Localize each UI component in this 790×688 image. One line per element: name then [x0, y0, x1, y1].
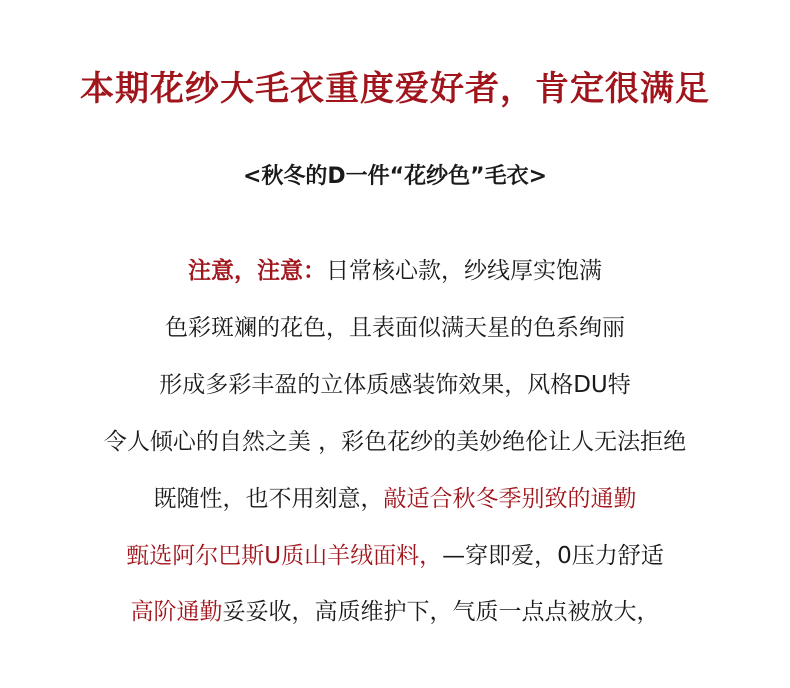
line-6-highlight: 甄选阿尔巴斯U质山羊绒面料， — [126, 543, 443, 569]
description-line-7 — [0, 601, 790, 624]
line-5-text: 既随性，也不用刻意， — [153, 486, 384, 512]
description-line-5 — [0, 488, 790, 511]
line-7-highlight: 高阶通勤 — [130, 599, 223, 625]
line-5-highlight: 敲适合秋冬季别致的通勤 — [383, 486, 637, 512]
line-7-text: 妥妥收，高质维护下，气质一点点被放大， — [222, 599, 660, 625]
description-line-4 — [0, 431, 790, 454]
description-line-3 — [0, 374, 790, 397]
line-4-text: 令人倾心的自然之美 ，彩色花纱的美妙绝伦让人无法拒绝 — [103, 429, 687, 455]
line-3-text: 形成多彩丰盈的立体质感装饰效果，风格DU特 — [159, 372, 631, 398]
line-6-text: —穿即爱，0压力舒适 — [442, 543, 664, 569]
description-line-1 — [0, 260, 790, 283]
attention-label: 注意，注意： — [188, 258, 326, 284]
description-line-2 — [0, 317, 790, 340]
page-title: 本期花纱大毛衣重度爱好者，肯定很满足 — [80, 69, 710, 109]
description-line-6 — [0, 545, 790, 568]
line-1-text: 日常核心款，纱线厚实饱满 — [326, 258, 602, 284]
page-subtitle: <秋冬的D一件“花纱色”毛衣> — [242, 164, 548, 189]
line-2-text: 色彩斑斓的花色，且表面似满天星的色系绚丽 — [165, 315, 625, 341]
